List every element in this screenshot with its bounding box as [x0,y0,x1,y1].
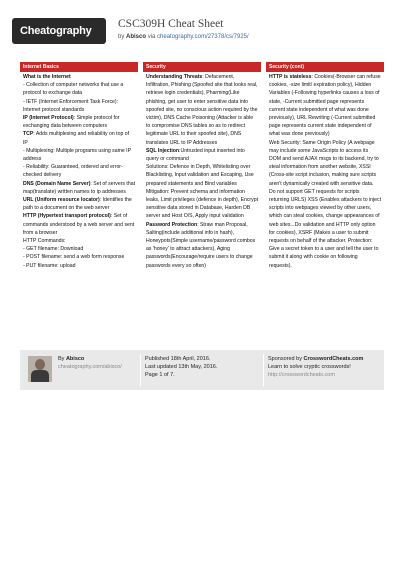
sponsor-prefix: Sponsored by [268,356,302,362]
entry-text: : Straw man Proposal, Salting(include additional info in hash), Honeypots(Simple username/password combos as 'honey' to attract attackers), Aging passwords(Encourage/require users to change passwords every so often) [146,221,256,269]
entry-text: - PUT filename: upload [23,262,76,269]
page-count: Page 1 of 7. [145,372,175,378]
author-avatar[interactable] [28,356,52,382]
footer-author-link[interactable]: Abisco [65,356,85,362]
entry [23,73,135,81]
sponsor-url[interactable]: http://crosswordcheats.com [268,372,335,378]
entry [23,253,135,261]
section-heading: Security (cont) [266,62,384,72]
avatar-head-shape [35,359,45,370]
via-label: via [147,34,156,40]
entry-text: :Untrusted input inserted into query or command [146,147,245,163]
section-body [20,72,138,350]
published-date: Published 18th April, 2016. [145,356,211,362]
entry-term: IP (Internet Protocol) [23,115,74,122]
entry [269,73,381,139]
entry-text: HTTP Commands: [23,238,66,245]
entry-term: What is the Internet [23,74,71,80]
entry-term: HTTP is stateless [269,74,312,80]
entry-term: TCP [23,131,34,138]
section-heading: Internet Basics [20,62,138,72]
entry-text: : Set of commands understood by a web server and sent from a browser [23,213,135,236]
column-security [143,62,261,350]
entry [23,212,135,237]
footer-divider [263,354,264,386]
top-bar [0,0,400,56]
entry-text: Mitigation: Prevent schema and information leaks, Limit privileges (defence in depth), Encrypt sensitive data stored in Database, Harden DB server and Host O/S, Apply input validation [146,188,259,220]
entry-text: Solutions: Defence in Depth, Whitelisting over Blacklisting, Input validation and Escaping, Use prepared statements and Bind variables [146,164,254,187]
footer-dates [145,355,217,379]
updated-date: Last updated 13th May, 2016. [145,364,218,370]
entry-text: - POST filename: send a web form response [23,254,125,261]
entry-term: Password Protection [146,221,198,228]
entry-text: : Set of servers that map(translate) written names to ip addresses [23,180,135,195]
entry-text: - IETF (Internet Enforcement Task Force): Internet protocol standards [23,98,119,113]
entry [146,163,258,188]
entry [23,180,135,196]
logo-text: Cheatography [20,25,92,37]
entry [23,262,135,270]
entry-term: DNS (Domain Name Server) [23,180,91,187]
entry [146,221,258,270]
entry-text: : Identifies the path to a document on the web server [23,197,132,212]
entry-term: HTTP (Hypertext transport protocol) [23,213,111,220]
entry-text: - Reliability: Guaranteed, ordered and error-checked delivery [23,164,123,179]
section-body [143,72,261,350]
column-security-cont [266,62,384,350]
entry-text: - Collection of computer networks that use a protocol to exchange data [23,82,124,97]
by-prefix: by [118,34,125,40]
author-link[interactable]: Abisco [126,34,147,40]
entry-term: URL (Uniform resource locator) [23,197,100,204]
avatar-torso-shape [31,370,49,382]
footer-divider [140,354,141,386]
footer-by: By [58,356,65,362]
section-heading: Security [143,62,261,72]
entry-text: : Adds multiplexing and reliability on top of IP [23,131,130,146]
entry-text: : Cookies(-Browser can refuse cookies, -size limit/ expiration policy), Hidden Variables (-Following hyperlinks causes a loss of state, -Current submitted page represents current state independent of what was done previously), URL Rewriting (-Current submitted page represents current state independent of what was done previously) [269,74,381,138]
entry-text: - GET filename: Download [23,246,84,253]
entry [23,81,135,97]
column-internet-basics [20,62,138,350]
cheatography-logo[interactable] [12,18,106,44]
entry-text: : Defacement, Infiltration, Phishing (Spoofed site that looks real, retrieve login credentials), Pharming(Like phishing, get user to enter sensitive data into spoofed site, no conscious action required by the victim), DNS Cache Poisoning (Attacker is able to compromise DNS tables so as to redirect legitimate URL to their spoofed site), DNS translates URL to IP Addresses [146,74,258,146]
entry-text: - Multiplexing: Multiple programs using same IP address [23,147,131,163]
section-body [266,72,384,350]
entry [269,139,381,270]
sponsor-tagline: Learn to solve cryptic crosswords! [268,364,351,370]
entry-term: SQL Injection [146,147,180,154]
entry [23,196,135,212]
entry [23,114,135,130]
footer-author [58,355,122,371]
sponsor-link[interactable]: CrosswordCheats.com [303,356,364,362]
entry-term: Understanding Threats [146,74,203,80]
entry [23,98,135,114]
entry [23,245,135,253]
entry [146,188,258,221]
footer [20,350,384,390]
sheet-url-link[interactable]: cheatography.com/27378/cs/7925/ [157,34,249,40]
byline [118,34,249,40]
entry [23,163,135,179]
entry [23,130,135,146]
entry-text: Web Security: Same Origin Policy (A webpage may include some JavaScripts to access its DOM and send AJAX msgs to its backend, try to steal information from another website, XSSI (Cross-site script inclusion, making sure scripts aren't dynamically created with sensitive data. Do not support GET requests for scripts returning URLS) XSS (Enables attackers to inject scripts into webpages viewed by other users, which can steal cookies, change appearances of web sites...Do validation and HTTP only option for cookies), XSRF (Makes a user to submit requests on behalf of the attacker. Protection: Give a secret token to a user and tell the user to submit it along with cookie on following requests). [269,139,382,269]
entry [23,237,135,245]
footer-author-url[interactable]: cheatography.com/abisco/ [58,364,122,370]
page-title: CSC309H Cheat Sheet [118,18,224,30]
entry [146,73,258,147]
footer-sponsor [268,355,363,379]
entry [23,147,135,163]
entry [146,147,258,163]
entry-text: : Simple protocol for exchanging data between computers [23,115,120,130]
